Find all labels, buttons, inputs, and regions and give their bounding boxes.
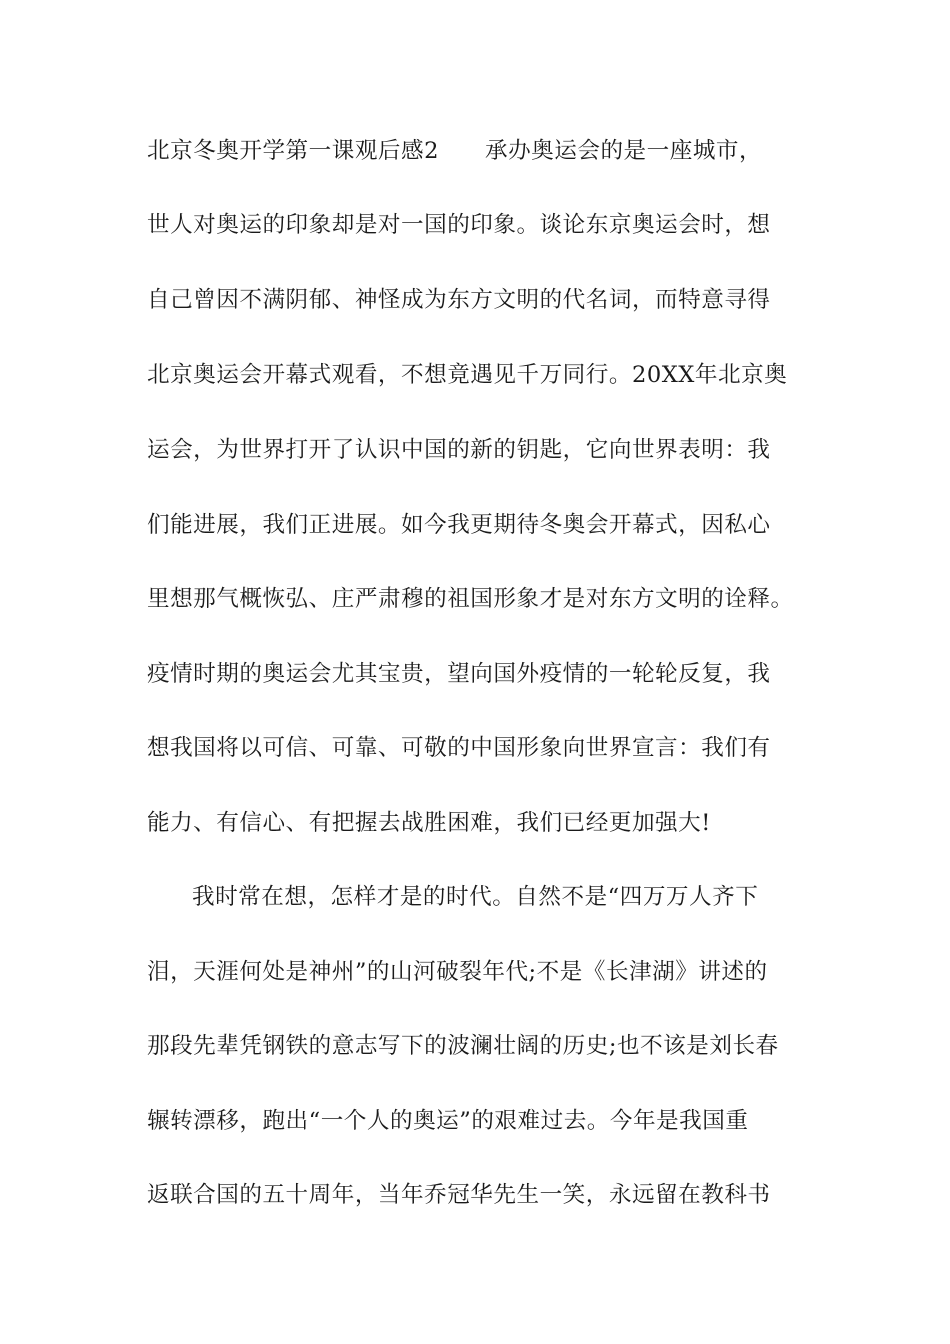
text-line-10: 能力、有信心、有把握去战胜困难，我们已经更加强大! xyxy=(147,810,711,836)
text-line-12: 泪，天涯何处是神州”的山河破裂年代;不是《长津湖》讲述的 xyxy=(147,959,768,985)
text-line-2: 世人对奥运的印象却是对一国的印象。谈论东京奥运会时，想 xyxy=(147,212,771,238)
text-line-6: 们能进展，我们正进展。如今我更期待冬奥会开幕式，因私心 xyxy=(147,512,771,538)
text-line-1-body: 承办奥运会的是一座城市， xyxy=(485,138,763,164)
text-line-13: 那段先辈凭钢铁的意志写下的波澜壮阔的历史;也不该是刘长春 xyxy=(147,1033,779,1059)
text-line-3: 自己曾因不满阴郁、神怪成为东方文明的代名词，而特意寻得 xyxy=(147,287,771,313)
text-line-14: 辗转漂移，跑出“一个人的奥运”的艰难过去。今年是我国重 xyxy=(147,1108,749,1134)
text-line-15: 返联合国的五十周年，当年乔冠华先生一笑，永远留在教科书 xyxy=(147,1182,771,1208)
text-line-7: 里想那气概恢弘、庄严肃穆的祖国形象才是对东方文明的诠释。 xyxy=(147,586,794,612)
document-title: 北京冬奥开学第一课观后感2 xyxy=(147,138,439,164)
text-line-5: 运会，为世界打开了认识中国的新的钥匙，它向世界表明：我 xyxy=(147,437,771,463)
text-line-8: 疫情时期的奥运会尤其宝贵，望向国外疫情的一轮轮反复，我 xyxy=(147,661,771,687)
text-line-4: 北京奥运会开幕式观看，不想竟遇见千万同行。20XX年北京奥 xyxy=(147,362,788,388)
text-line-9: 想我国将以可信、可靠、可敬的中国形象向世界宣言：我们有 xyxy=(147,735,771,761)
text-line-11: 我时常在想，怎样才是的时代。自然不是“四万万人齐下 xyxy=(192,884,759,910)
text-line-1 xyxy=(147,131,847,171)
